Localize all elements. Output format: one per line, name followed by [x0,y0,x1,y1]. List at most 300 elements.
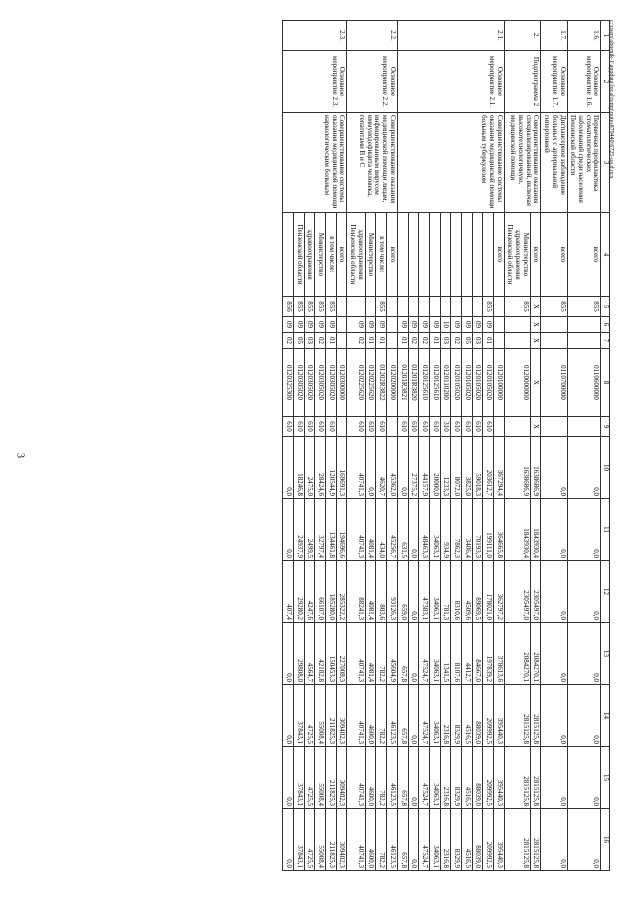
expense-type-code: 610 [326,417,337,437]
expense-type-code: 610 [408,417,419,437]
section-code: 09 [365,317,376,333]
amount-cell: 88039,0 [472,809,483,871]
amount-cell: 0,0 [408,623,419,685]
amount-cell: 84667,0 [472,623,483,685]
amount-cell: 395440,3 [494,747,505,809]
subsection-code: 02 [451,333,462,349]
amount-cell: 803,6 [376,561,387,623]
section-code: 09 [429,317,440,333]
amount-cell: 2316,8 [440,809,451,871]
amount-cell: 4620,7 [376,437,387,499]
amount-cell: 27375,2 [408,437,419,499]
amount-cell: 0,0 [567,437,601,499]
amount-cell: 1638686,9 [504,437,530,499]
amount-cell: 395440,3 [494,685,505,747]
amount-cell: 0,0 [397,437,408,499]
page-number: 3 [14,453,26,458]
amount-cell: 178021,0 [483,561,494,623]
amount-cell: 88039,0 [472,685,483,747]
amount-cell: 20000,0 [429,437,440,499]
amount-cell: 2815125,8 [504,747,530,809]
grbs-code: 856 [283,297,294,317]
amount-cell: 0,0 [567,685,601,747]
amount-cell: 8072,0 [451,437,462,499]
amount-cell: 782,2 [376,623,387,685]
header-cell: 6 [601,317,610,333]
responsible-cell [283,213,294,297]
amount-cell: 434,0 [376,499,387,561]
responsible-cell: всего [567,213,601,297]
amount-cell: 4516,5 [462,747,473,809]
amount-cell: 657,8 [397,623,408,685]
amount-cell: 185280,0 [326,561,337,623]
amount-cell: 44157,9 [419,437,430,499]
amount-cell: 782,2 [376,747,387,809]
amount-cell: 18246,8 [294,437,305,499]
amount-cell: 211825,3 [326,809,337,871]
subsection-code: X [530,333,541,349]
amount-cell: 34063,1 [429,623,440,685]
header-cell: 2 [601,51,610,113]
subsection-code: 01 [397,333,408,349]
amount-cell: 7862,3 [451,499,462,561]
table-row [494,21,505,871]
amount-cell: 40741,3 [347,499,365,561]
amount-cell: 4725,5 [304,747,315,809]
responsible-cell: всего [494,213,505,297]
header-cell: 7 [601,333,610,349]
row-number: 2.2. [347,21,397,51]
amount-cell: 211825,3 [326,685,337,747]
responsible-cell: в том числе: [326,213,337,297]
amount-cell: 659,0 [397,561,408,623]
amount-cell: 3406,4 [462,499,473,561]
responsible-cell [472,213,483,297]
expense-type-code [504,417,530,437]
amount-cell: 46123,5 [387,809,398,871]
amount-cell: 0,0 [541,747,567,809]
amount-cell: 0,0 [541,437,567,499]
table-rotator [80,20,610,870]
amount-cell: 209992,5 [483,685,494,747]
section-code: 09 [419,317,430,333]
amount-cell: 197839,2 [483,623,494,685]
expense-type-code [541,417,567,437]
amount-cell: 0,0 [408,809,419,871]
amount-cell: 203612,7 [483,437,494,499]
activity-type: Основное мероприятие 1.7. [541,51,567,113]
header-cell: 9 [601,417,610,437]
expense-type-code: 610 [429,417,440,437]
header-cell: 13 [601,623,610,685]
grbs-code: X [530,297,541,317]
row-number: 1.7. [541,21,567,51]
amount-cell: 0,0 [283,623,294,685]
amount-cell: 0,0 [408,561,419,623]
activity-description: Совершенствование оказания специализированной, включая высокотехнологичную, медицинской помощи [504,113,541,213]
activity-description: Совершенствование системы оказания медицинской помощи наркологическим больным [283,113,347,213]
amount-cell: 781,3 [440,561,451,623]
responsible-cell: Министерство [315,213,326,297]
grbs-code [387,297,398,317]
amount-cell: 0,0 [408,499,419,561]
amount-cell: 0,0 [283,685,294,747]
expense-type-code: 610 [365,417,376,437]
table-body [283,21,610,871]
grbs-code: 855 [315,297,326,317]
amount-cell: 1843930,4 [504,499,530,561]
responsible-cell: всего [530,213,541,297]
header-cell: 3 [601,113,610,213]
amount-cell: 150453,3 [326,623,337,685]
amount-cell: 1843930,4 [530,499,541,561]
target-article-code: 0120105020 [451,349,462,417]
amount-cell: 45362,0 [387,437,398,499]
amount-cell: 0,0 [567,623,601,685]
subsection-code: 05 [462,333,473,349]
amount-cell: 40741,3 [347,685,365,747]
activity-type: Основное мероприятие 2.2. [347,51,397,113]
amount-cell: 0,0 [283,437,294,499]
amount-cell: 32797,4 [315,499,326,561]
amount-cell: 4600,0 [365,809,376,871]
amount-cell: 45604,9 [387,623,398,685]
amount-cell: 46123,5 [387,747,398,809]
amount-cell: 2815125,8 [530,747,541,809]
table-row [567,21,601,871]
amount-cell: 0,0 [283,809,294,871]
target-article-code: 0120305020 [304,349,315,417]
header-cell: 11 [601,499,610,561]
expense-type-code: 610 [376,417,387,437]
target-article-code: 0120305020 [326,349,337,417]
amount-cell: 59018,3 [472,437,483,499]
amount-cell: 37843,1 [294,809,305,871]
grbs-code [408,297,419,317]
amount-cell: 34063,1 [429,685,440,747]
header-cell: 15 [601,747,610,809]
expense-type-code: 610 [483,417,494,437]
table-row [387,21,398,871]
section-code: 09 [347,317,365,333]
subsection-code: 02 [283,333,294,349]
target-article-code: 0120125610 [419,349,430,417]
amount-cell: 782,2 [376,685,387,747]
target-article-code: 01201R3820 [408,349,419,417]
expense-type-code: 610 [397,417,408,437]
amount-cell: 1638686,9 [530,437,541,499]
target-article-code: 01201R3821 [397,349,408,417]
grbs-code [494,297,505,317]
responsible-cell [429,213,440,297]
amount-cell: 934,9 [440,499,451,561]
grbs-code [472,297,483,317]
section-code: 09 [283,317,294,333]
expense-type-code: 610 [347,417,365,437]
target-article-code: 0120305020 [294,349,305,417]
amount-cell: 4725,5 [304,685,315,747]
amount-cell: 367294,4 [494,437,505,499]
section-code: 09 [315,317,326,333]
activity-description: Первичная профилактика стоматологических заболеваний среди населения Пензенской области [567,113,601,213]
subsection-code [504,333,530,349]
responsible-cell: здравоохранения Пензенской области [347,213,365,297]
grbs-code: 855 [304,297,315,317]
grbs-code [347,297,365,317]
section-code: 09 [451,317,462,333]
section-code [494,317,505,333]
amount-cell: 2084270,1 [504,623,530,685]
header-cell: 16 [601,809,610,871]
section-code [387,317,398,333]
amount-cell: 8107,6 [451,623,462,685]
header-cell: 4 [601,213,610,297]
grbs-code: 855 [567,297,601,317]
amount-cell: 2815125,8 [530,685,541,747]
amount-cell: 0,0 [567,809,601,871]
expense-type-code [567,417,601,437]
responsible-cell [440,213,451,297]
target-article-code: 0120000000 [504,349,530,417]
grbs-code: 855 [326,297,337,317]
amount-cell: 55008,4 [315,747,326,809]
amount-cell: 55008,4 [315,809,326,871]
amount-cell: 2815125,8 [504,809,530,871]
amount-cell: 3825,0 [462,437,473,499]
amount-cell: 4081,4 [365,499,376,561]
amount-cell: 0,0 [541,623,567,685]
amount-cell: 34063,1 [429,499,440,561]
grbs-code: 855 [376,297,387,317]
target-article-code: 0120300000 [336,349,347,417]
target-article-code: 0120325300 [283,349,294,417]
section-code: 10 [440,317,451,333]
header-cell: 5 [601,297,610,317]
grbs-code: 855 [504,297,530,317]
amount-cell: 407,4 [283,561,294,623]
amount-cell: 34063,1 [429,561,440,623]
amount-cell: 2815125,8 [530,809,541,871]
amount-cell: 4725,5 [304,809,315,871]
subsection-code [494,333,505,349]
amount-cell: 4412,7 [462,623,473,685]
responsible-cell: всего [336,213,347,297]
amount-cell: 0,0 [408,685,419,747]
amount-cell: 4081,4 [365,561,376,623]
table-row [336,21,347,871]
target-article-code: 0120105020 [472,349,483,417]
amount-cell: 47524,7 [419,747,430,809]
amount-cell: 4516,5 [462,809,473,871]
amount-cell: 209992,5 [483,809,494,871]
section-code: 09 [462,317,473,333]
amount-cell: 364665,8 [494,499,505,561]
section-code [541,317,567,333]
amount-cell: 227008,3 [336,623,347,685]
target-article-code: 0110700000 [541,349,567,417]
subsection-code: 01 [376,333,387,349]
file-path-footer [600,20,620,870]
amount-cell: 28424,6 [315,437,326,499]
amount-cell: 37843,1 [294,747,305,809]
subsection-code: 03 [440,333,451,349]
responsible-cell: Пензенской области [294,213,305,297]
amount-cell: 657,8 [397,685,408,747]
grbs-code [397,297,408,317]
amount-cell: 48463,3 [419,499,430,561]
section-code: X [530,317,541,333]
expense-type-code: X [530,417,541,437]
activity-type: Основное мероприятие 2.1. [397,51,504,113]
subsection-code: 02 [315,333,326,349]
responsible-cell [462,213,473,297]
expense-type-code [387,417,398,437]
table-row [541,21,567,871]
amount-cell: 631,5 [397,499,408,561]
amount-cell: 55008,4 [315,685,326,747]
section-code: 09 [397,317,408,333]
amount-cell: 4247,6 [304,561,315,623]
target-article-code: 0110600000 [567,349,601,417]
target-article-code: 0120105020 [462,349,473,417]
header-cell: 14 [601,685,610,747]
grbs-code [365,297,376,317]
amount-cell: 93126,3 [387,561,398,623]
amount-cell: 0,0 [541,809,567,871]
amount-cell: 34063,1 [429,809,440,871]
section-code: 09 [326,317,337,333]
section-code [567,317,601,333]
amount-cell: 4516,5 [462,685,473,747]
subsection-code: 02 [419,333,430,349]
subsection-code: 01 [429,333,440,349]
target-article-code: 0120110200 [440,349,451,417]
amount-cell: 8329,9 [451,685,462,747]
amount-cell: 46123,5 [387,685,398,747]
subsection-code: 01 [483,333,494,349]
amount-cell: 2084270,1 [530,623,541,685]
responsible-cell [419,213,430,297]
amount-cell: 2316,8 [440,685,451,747]
expense-type-code [336,417,347,437]
amount-cell: 4509,6 [462,561,473,623]
responsible-cell: всего [387,213,398,297]
responsible-cell: в том числе: [376,213,387,297]
subsection-code [336,333,347,349]
subsection-code [567,333,601,349]
amount-cell: 2815125,8 [504,685,530,747]
section-code: 09 [376,317,387,333]
amount-cell: 782,2 [376,809,387,871]
target-article-code: 0120100000 [494,349,505,417]
section-code: 09 [408,317,419,333]
table-row [530,21,541,871]
amount-cell: 0,0 [408,747,419,809]
grbs-code: 855 [483,297,494,317]
amount-cell: 362797,2 [494,561,505,623]
target-article-code: 0120125610 [429,349,440,417]
responsible-cell: Министерство здравоохранения Пензенской области [504,213,530,297]
amount-cell: 8329,9 [451,809,462,871]
target-article-code: 0120225620 [347,349,365,417]
amount-cell: 2305497,0 [530,561,541,623]
amount-cell: 2305497,0 [504,561,530,623]
amount-cell: 4564,7 [304,623,315,685]
subsection-code [541,333,567,349]
activity-description: Диспансерное наблюдение больных с артериальной гипертонией [541,113,567,213]
amount-cell: 0,0 [567,561,601,623]
amount-cell: 657,8 [397,809,408,871]
subsection-code: 03 [304,333,315,349]
grbs-code: 855 [294,297,305,317]
amount-cell: 40741,3 [347,809,365,871]
amount-cell: 89069,5 [472,561,483,623]
subsection-code: 01 [365,333,376,349]
grbs-code [440,297,451,317]
target-article-code: 0120225620 [365,349,376,417]
target-article-code: X [530,349,541,417]
subsection-code: 02 [408,333,419,349]
header-cell: 8 [601,349,610,417]
amount-cell: 2316,8 [440,747,451,809]
responsible-cell: всего [541,213,567,297]
amount-cell: 47524,7 [419,809,430,871]
section-code: 09 [294,317,305,333]
target-article-code: 0120305020 [315,349,326,417]
activity-type: Основное мероприятие 1.6. [567,51,601,113]
section-code: 09 [472,317,483,333]
amount-cell: 120544,9 [326,437,337,499]
amount-cell: 47524,7 [419,685,430,747]
amount-cell: 4600,0 [365,747,376,809]
amount-cell: 0,0 [541,685,567,747]
amount-cell: 42182,8 [315,623,326,685]
amount-cell: 70193,3 [472,499,483,561]
expense-type-code: 610 [419,417,430,437]
amount-cell: 45256,7 [387,499,398,561]
target-article-code: 0120105020 [483,349,494,417]
amount-cell: 2475,0 [304,437,315,499]
amount-cell: 134461,8 [326,499,337,561]
target-article-code: 0120200000 [387,349,398,417]
amount-cell: 1233,3 [440,437,451,499]
amount-cell: 40741,3 [347,747,365,809]
activity-description: Совершенствование оказания медицинской помощи лицам, инфицированным вирусом иммунодефицита человека, гепатитами B и C [347,113,397,213]
amount-cell: 4600,0 [365,685,376,747]
responsible-cell [408,213,419,297]
expense-type-code [494,417,505,437]
target-article-code: 01202R3822 [376,349,387,417]
subsection-code: 03 [472,333,483,349]
expense-type-code: 610 [315,417,326,437]
amount-cell: 309402,3 [336,685,347,747]
row-number: 1.6. [567,21,601,51]
section-code [504,317,530,333]
section-code [336,317,347,333]
subsection-code: 02 [347,333,365,349]
amount-cell: 657,8 [397,747,408,809]
amount-cell: 378613,6 [494,623,505,685]
responsible-cell: Министерство [365,213,376,297]
amount-cell: 37843,1 [294,685,305,747]
subsection-code: 05 [294,333,305,349]
amount-cell: 0,0 [365,437,376,499]
amount-cell: 8329,9 [451,747,462,809]
grbs-code [429,297,440,317]
amount-cell: 8310,6 [451,561,462,623]
amount-cell: 169691,3 [336,437,347,499]
amount-cell: 2499,5 [304,499,315,561]
